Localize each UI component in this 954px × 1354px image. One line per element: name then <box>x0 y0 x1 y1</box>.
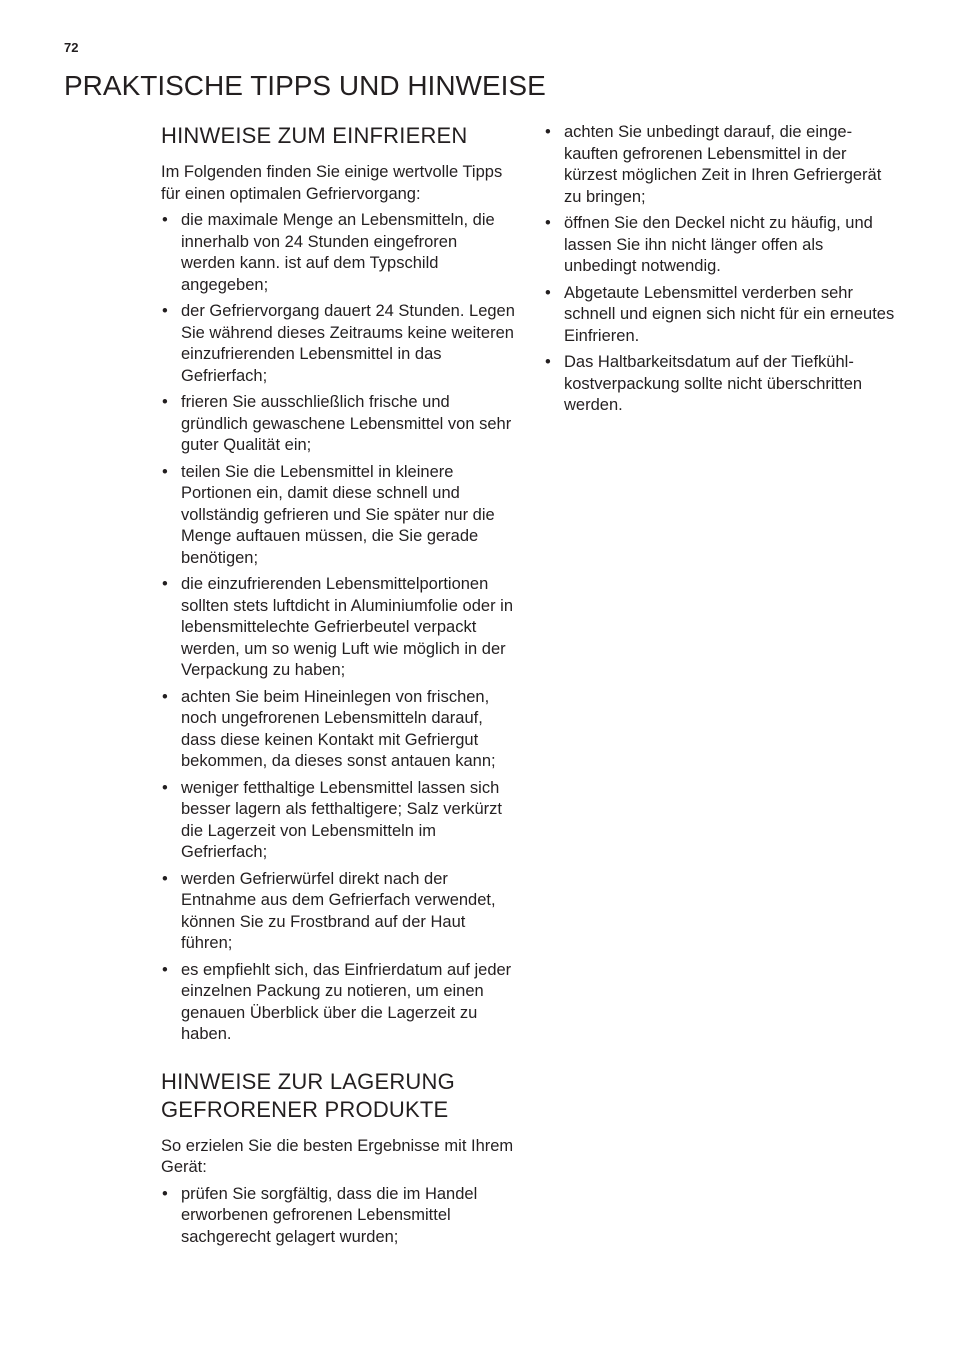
list-item-text: die einzufrierenden Lebensmittelportionen sollten stets luftdicht in Aluminiumfolie oder in lebensmittelechte Gefrierbeutel verpackt werden, um so wenig Luft wie möglich in der Verpackung zu haben; <box>181 575 513 679</box>
storage-intro: So erzielen Sie die besten Ergebnisse mit Ihrem Gerät: <box>161 1136 514 1176</box>
list-item <box>161 960 515 1046</box>
list-item <box>544 283 900 348</box>
list-item <box>544 213 900 278</box>
freezing-list <box>161 210 515 1046</box>
right-column <box>544 122 900 417</box>
freezing-intro: Im Folgenden finden Sie einige wertvolle Tipps für einen optimalen Gefriervorgang: <box>161 163 503 203</box>
list-item-text: Das Haltbarkeitsdatum auf der Tiefkühlkostverpackung sollte nicht überschritten werden. <box>564 353 863 414</box>
list-item <box>161 1184 515 1249</box>
storage-heading-line1: HINWEISE ZUR LAGERUNG <box>161 1068 455 1094</box>
list-item-text: weniger fetthaltige Lebensmittel lassen sich besser lagern als fetthaltigere; Salz verkürzt die Lagerzeit von Lebensmitteln im Gefrierfach; <box>181 778 502 861</box>
bullet-icon: • <box>162 393 168 411</box>
freezing-heading: HINWEISE ZUM EINFRIEREN <box>161 123 468 148</box>
storage-heading <box>161 1068 515 1124</box>
list-item-text: die maximale Menge an Lebensmitteln, die innerhalb von 24 Stunden eingefroren werden kann. ist auf dem Typschild angegeben; <box>181 211 495 294</box>
left-column <box>161 122 515 1248</box>
bullet-icon: • <box>545 123 551 141</box>
list-item-text: prüfen Sie sorgfältig, dass die im Handel erworbenen gefrorenen Lebensmittel sachgerecht gelagert wurden; <box>181 1184 478 1246</box>
list-item-text: öffnen Sie den Deckel nicht zu häufig, und lassen Sie ihn nicht länger offen als unbedingt notwendig. <box>564 214 873 275</box>
bullet-icon: • <box>545 214 551 232</box>
list-item-text: der Gefriervorgang dauert 24 Stunden. Legen Sie während dieses Zeitraums keine weiteren einzufrierenden Lebensmittel in das Gefrierfach; <box>181 302 515 385</box>
list-item <box>161 392 515 457</box>
list-item <box>161 301 515 387</box>
bullet-icon: • <box>162 778 168 797</box>
bullet-icon: • <box>162 302 168 320</box>
list-item-text: es empfiehlt sich, das Einfrierdatum auf jeder einzelnen Packung zu notieren, um einen genauen Überblick über die Lagerzeit zu haben. <box>181 960 512 1043</box>
bullet-icon: • <box>545 353 551 371</box>
list-item <box>161 574 515 682</box>
list-item <box>161 778 515 864</box>
list-item <box>161 462 515 570</box>
list-item-text: werden Gefrierwürfel direkt nach der Entnahme aus dem Gefrierfach verwendet, können Sie zu Frostbrand auf der Haut führen; <box>181 869 496 952</box>
bullet-icon: • <box>162 1184 168 1203</box>
page-number: 72 <box>64 40 79 55</box>
storage-list-left <box>161 1184 515 1249</box>
bullet-icon: • <box>162 960 168 979</box>
list-item <box>544 352 900 417</box>
bullet-icon: • <box>162 211 168 229</box>
list-item-text: frieren Sie ausschließlich frische und gründlich gewaschene Lebensmittel von sehr guter Qualität ein; <box>181 393 512 454</box>
list-item <box>544 122 900 208</box>
bullet-icon: • <box>162 575 168 593</box>
list-item <box>161 869 515 955</box>
bullet-icon: • <box>162 869 168 888</box>
list-item <box>161 210 515 296</box>
list-item-text: Abgetaute Lebensmittel verderben sehr schnell und eignen sich nicht für ein erneutes Einfrieren. <box>564 283 895 345</box>
list-item-text: achten Sie beim Hineinlegen von frischen, noch ungefrorenen Lebensmitteln darauf, dass diese keinen Kontakt mit Gefriergut bekommen, da dieses sonst antauen kann; <box>181 687 496 770</box>
bullet-icon: • <box>162 462 168 481</box>
storage-heading-line2: GEFRORENER PRODUKTE <box>161 1096 449 1122</box>
bullet-icon: • <box>545 283 551 302</box>
page-title: PRAKTISCHE TIPPS UND HINWEISE <box>64 70 546 101</box>
list-item-text: achten Sie unbedingt darauf, die eingekauften gefrorenen Lebensmittel in der kürzest möglichen Zeit in Ihren Gefriergerät zu bringen; <box>564 123 882 206</box>
list-item <box>161 687 515 773</box>
storage-list-right <box>544 122 900 417</box>
bullet-icon: • <box>162 687 168 706</box>
list-item-text: teilen Sie die Lebensmittel in kleinere Portionen ein, damit diese schnell und vollständig gefrieren und Sie später nur die Menge auftauen müssen, die Sie gerade benötigen; <box>181 462 495 567</box>
